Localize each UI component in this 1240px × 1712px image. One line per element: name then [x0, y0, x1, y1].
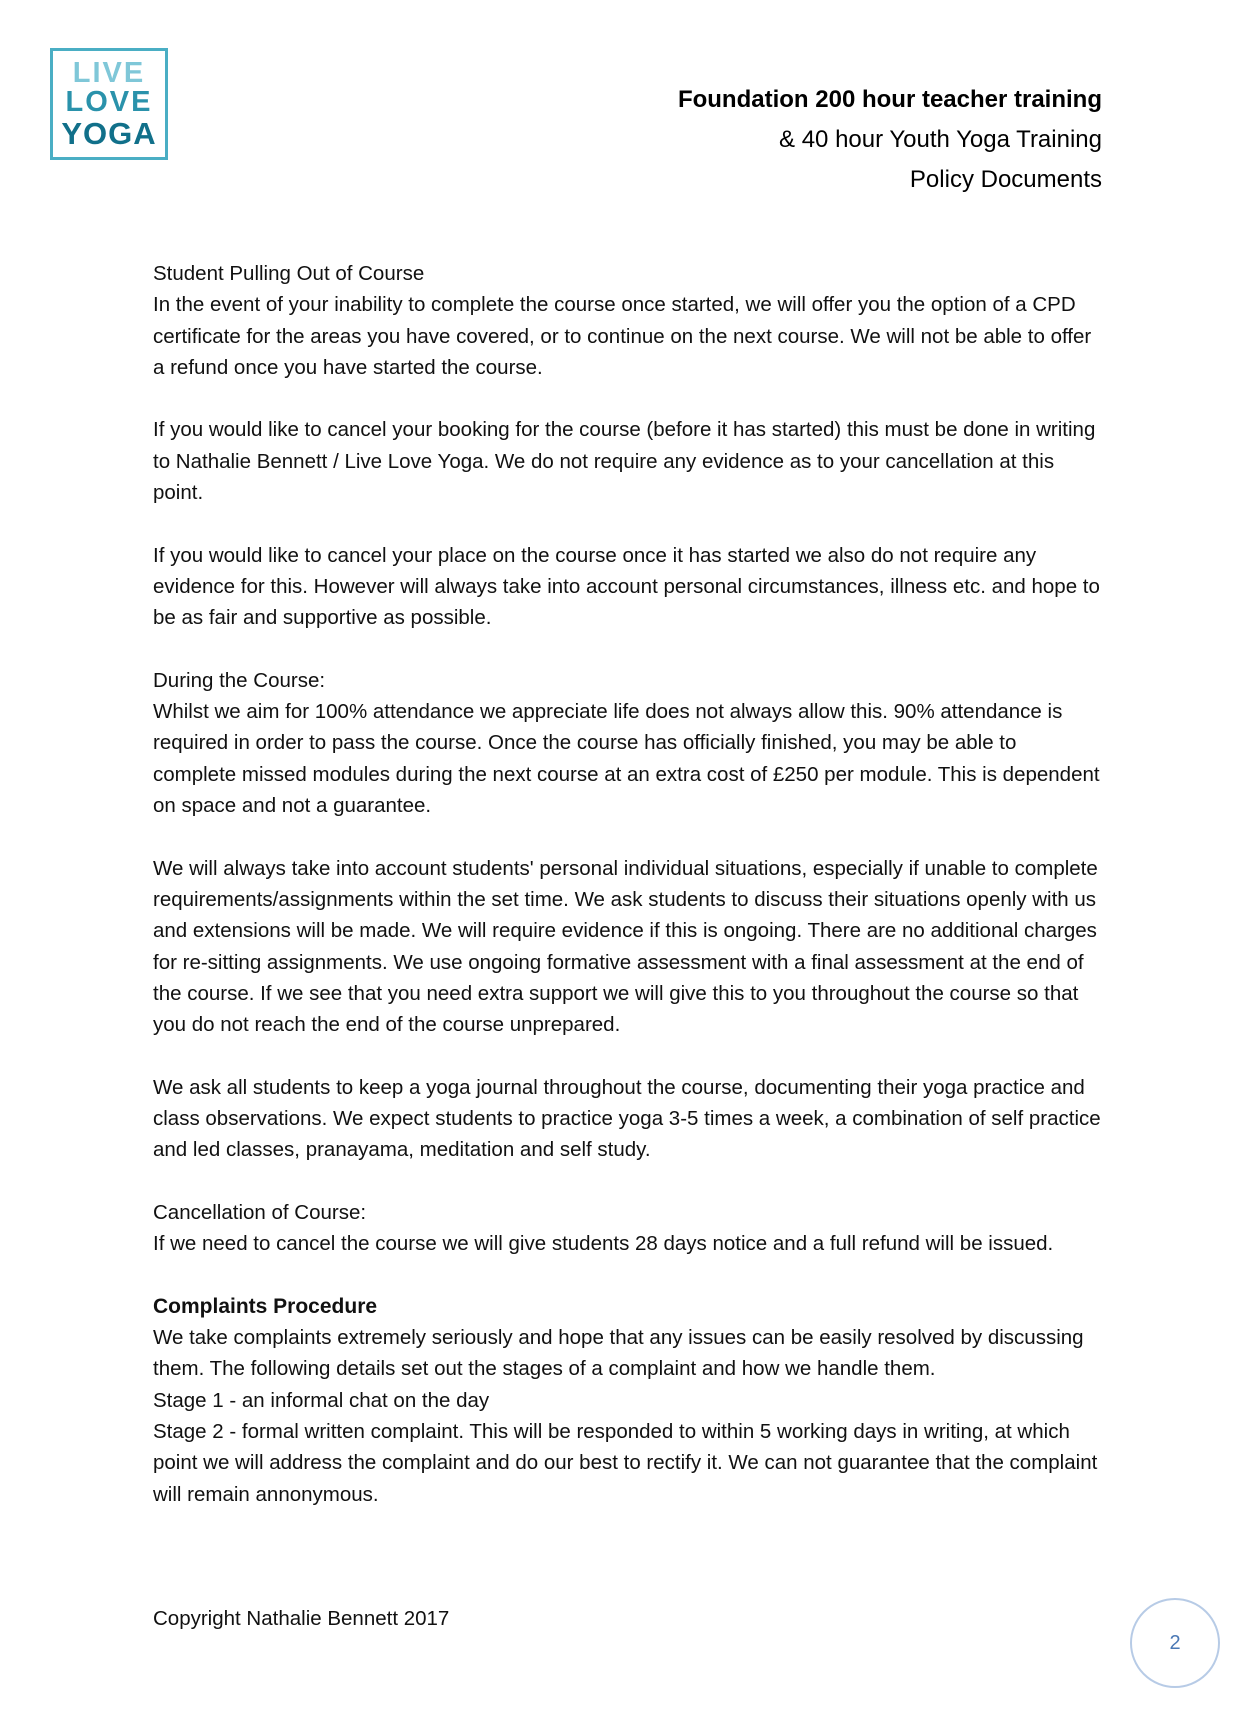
heading-complaints: Complaints Procedure [153, 1294, 378, 1318]
section-complaints [153, 1291, 1103, 1510]
heading-during-course: During the Course: [153, 668, 326, 692]
footer-copyright: Copyright Nathalie Bennett 2017 [153, 1607, 450, 1630]
heading-cancellation: Cancellation of Course: [153, 1200, 367, 1224]
page-number: 2 [1169, 1631, 1181, 1654]
paragraph-during-1: Whilst we aim for 100% attendance we appreciate life does not always allow this. 90% attendance is required in order to pass the course. Once the course has officially finished, you may be able to complete missed modules during the next course at an extra cost of £250 per module. This is dependent on space and not a guarantee. [153, 700, 1100, 818]
paragraph-during-2: We will always take into account students' personal individual situations, especially if unable to complete requirements/assignments within the set time. We ask students to discuss their situations openly with us and extensions will be made. We will require evidence if this is ongoing. There are no additional charges for re-sitting assignments. We use ongoing formative assessment with a final assessment at the end of the course. If we see that you need extra support we will give this to you throughout the course so that you do not reach the end of the course unprepared. [153, 856, 1098, 1037]
logo-line-yoga: YOGA [61, 115, 157, 151]
section-cancellation [153, 1197, 1103, 1260]
complaints-stage-1: Stage 1 - an informal chat on the day [153, 1388, 490, 1412]
logo-line-love: LOVE [65, 86, 153, 119]
live-love-yoga-logo [50, 48, 168, 160]
complaints-stage-2: Stage 2 - formal written complaint. This will be responded to within 5 working days in writing, at which point we will address the complaint and do our best to rectify it. We can not guarantee that the complaint will remain annonymous. [153, 1419, 1098, 1506]
logo-line-live: LIVE [72, 56, 146, 89]
paragraph-pulling-out-3: If you would like to cancel your place on the course once it has started we also do not require any evidence for this. However will always take into account personal circumstances, illness etc. and hope to be as fair and supportive as possible. [153, 543, 1100, 630]
section-during-course [153, 665, 1103, 821]
heading-pulling-out: Student Pulling Out of Course [153, 262, 425, 285]
document-header [678, 80, 1102, 200]
paragraph-complaints-intro: We take complaints extremely seriously and hope that any issues can be easily resolved by discussing them. The following details set out the stages of a complaint and how we handle them. [153, 1326, 1084, 1381]
section-pulling-out [153, 258, 1103, 383]
paragraph-pulling-out-2: If you would like to cancel your booking for the course (before it has started) this must be done in writing to Nathalie Bennett / Live Love Yoga. We do not require any evidence as to your cancellation at this point. [153, 418, 1096, 505]
page-number-badge [1130, 1598, 1220, 1688]
paragraph-cancellation-1: If we need to cancel the course we will give students 28 days notice and a full refund will be issued. [153, 1232, 1054, 1256]
paragraph-during-3: We ask all students to keep a yoga journal throughout the course, documenting their yoga practice and class observations. We expect students to practice yoga 3-5 times a week, a combination of self practice and led classes, pranayama, meditation and self study. [153, 1075, 1101, 1162]
document-body [153, 258, 1103, 1510]
header-doc-type: Policy Documents [909, 166, 1102, 193]
paragraph-pulling-out-1: In the event of your inability to complete the course once started, we will offer you the option of a CPD certificate for the areas you have covered, or to continue on the next course. We will not be able to offer a refund once you have started the course. [153, 293, 1092, 379]
header-title: Foundation 200 hour teacher training [677, 86, 1102, 113]
header-subtitle: & 40 hour Youth Yoga Training [779, 126, 1102, 153]
